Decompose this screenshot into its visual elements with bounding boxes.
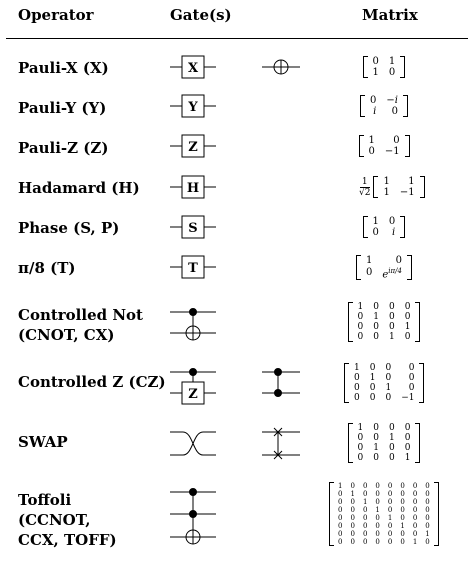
matrix-cell: 1: [375, 506, 380, 514]
matrix-0: [363, 56, 406, 78]
operator-label-cz: Controlled Z (CZ): [18, 373, 166, 391]
matrix-cell: 0: [338, 530, 343, 538]
matrix-cell: 1: [368, 135, 375, 146]
matrix-cell: 1: [388, 433, 395, 443]
matrix-cell: 0: [387, 522, 393, 530]
matrix-9: [329, 482, 439, 546]
matrix-cell: 0: [366, 267, 373, 279]
matrix-cell: 1: [357, 423, 364, 433]
matrix-cell: 1: [383, 187, 390, 198]
matrix-cell: 1: [369, 373, 376, 383]
matrix-cell: 0: [338, 498, 343, 506]
matrix-cell: 0: [373, 302, 379, 312]
operator-label-z: Pauli-Z (Z): [18, 139, 109, 157]
matrix-cell: 0: [338, 522, 343, 530]
matrix-cell: 0: [375, 498, 380, 506]
matrix-cell: 0: [395, 254, 402, 266]
matrix-cell: 0: [400, 490, 405, 498]
matrix-cell: 1: [350, 490, 355, 498]
matrix-cell: 1: [404, 322, 411, 332]
matrix-cell: 0: [385, 393, 392, 403]
matrix-cell: −1: [384, 146, 400, 157]
gate-t-label: T: [188, 261, 198, 276]
matrix-cell: 0: [357, 322, 364, 332]
matrix-cell: 0: [391, 106, 398, 117]
matrix-cell: 0: [373, 423, 379, 433]
matrix-cell: 0: [350, 482, 355, 490]
matrix-cell: 0: [350, 498, 355, 506]
matrix-cell: 0: [362, 482, 368, 490]
matrix-cell: 0: [387, 538, 393, 546]
matrix-cell: 1: [354, 363, 360, 373]
matrix-cell: 0: [370, 95, 377, 106]
matrix-cell: 0: [354, 383, 360, 393]
matrix-4: [363, 216, 406, 238]
matrix-cell: 0: [369, 393, 376, 403]
matrix-cell: 0: [357, 443, 364, 453]
matrix-cell: 0: [425, 506, 430, 514]
matrix-cell: 0: [388, 67, 396, 78]
matrix-cell: 0: [425, 538, 430, 546]
matrix-cell: 0: [400, 538, 405, 546]
gate-cnot: [170, 309, 216, 341]
matrix-cell: 1: [385, 383, 392, 393]
matrix-cell: 0: [362, 514, 368, 522]
matrix-cell: 0: [387, 482, 393, 490]
matrix-cell: 0: [425, 482, 430, 490]
matrix-cell: 0: [350, 522, 355, 530]
operator-label-h: Hadamard (H): [18, 179, 140, 197]
matrix-cell: 0: [425, 522, 430, 530]
matrix-cell: 0: [412, 514, 418, 522]
matrix-cell: 0: [400, 530, 405, 538]
matrix-cell: 0: [375, 530, 380, 538]
matrix-cell: 0: [354, 393, 360, 403]
matrix-cell: 0: [412, 530, 418, 538]
matrix-cell: 0: [387, 530, 393, 538]
operator-label-x: Pauli-X (X): [18, 59, 109, 77]
matrix-cell: 1: [372, 67, 379, 78]
matrix-cell: −1: [399, 187, 415, 198]
operator-label-s: Phase (S, P): [18, 219, 120, 237]
matrix-cell: 0: [385, 373, 392, 383]
matrix-cell: 0: [425, 514, 430, 522]
gate-s-label: S: [188, 221, 198, 236]
header-gates: Gate(s): [170, 6, 232, 24]
matrix-cell: 1: [388, 56, 396, 67]
matrix-cell: 1: [362, 498, 368, 506]
matrix-cell: 0: [373, 322, 379, 332]
matrix-cell: 1: [366, 254, 373, 266]
matrix-cell: 1: [357, 302, 364, 312]
matrix-cell: 0: [362, 506, 368, 514]
matrix-cell: 0: [388, 423, 395, 433]
matrix-cell: 0: [388, 453, 395, 463]
matrix-cell: i: [392, 227, 396, 238]
matrix-cell: 1: [383, 176, 390, 187]
matrix-cell: 0: [338, 506, 343, 514]
matrix-cell: 0: [425, 498, 430, 506]
matrix-cell: 0: [388, 302, 395, 312]
matrix-cell: 0: [388, 443, 395, 453]
header-matrix: Matrix: [362, 6, 418, 24]
matrix-cell: 0: [375, 538, 380, 546]
gate-toffoli: [170, 489, 216, 545]
matrix-cell: 0: [412, 490, 418, 498]
matrix-cell: 0: [362, 530, 368, 538]
matrix-3: [359, 176, 425, 198]
matrix-cell: 0: [387, 490, 393, 498]
matrix-cell: 0: [373, 332, 379, 342]
matrix-cell: 1: [388, 332, 395, 342]
header-operator: Operator: [18, 6, 94, 24]
operator-label-swap: SWAP: [18, 433, 68, 451]
gate-y-label: Y: [188, 100, 198, 115]
matrix-cell: 0: [338, 490, 343, 498]
matrix-cell: 0: [404, 443, 411, 453]
matrix-cell: 0: [408, 363, 415, 373]
matrix-cell: 0: [412, 498, 418, 506]
matrix-1: [360, 95, 408, 117]
matrix-cell: 0: [404, 302, 411, 312]
gate-swap-symbol: [262, 428, 300, 459]
matrix-5: [356, 255, 412, 280]
matrix-cell: 0: [425, 490, 430, 498]
matrix-cell: 0: [375, 490, 380, 498]
gate-z-label: Z: [188, 140, 198, 155]
matrix-cell: 0: [375, 482, 380, 490]
matrix-cell: 1: [387, 514, 393, 522]
matrix-cell: 0: [350, 514, 355, 522]
gate-x-alt: [262, 60, 300, 74]
matrix-cell: −i: [386, 95, 398, 106]
matrix-cell: 0: [400, 514, 405, 522]
matrix-cell: 1: [373, 312, 379, 322]
matrix-cell: 0: [393, 135, 400, 146]
matrix-cell: 0: [362, 522, 368, 530]
matrix-cell: $e^{i\pi/4}$: [382, 266, 402, 280]
matrix-cell: 0: [373, 433, 379, 443]
matrix-6: [348, 302, 421, 342]
matrix-cell: 0: [372, 227, 379, 238]
matrix-cell: 0: [400, 482, 405, 490]
matrix-cell: 0: [412, 522, 418, 530]
matrix-cell: 0: [385, 363, 392, 373]
matrix-cell: 0: [388, 312, 395, 322]
operator-label-t: π/8 (T): [18, 259, 76, 277]
matrix-cell: 0: [362, 490, 368, 498]
matrix-cell: 0: [400, 506, 405, 514]
matrix-8: [348, 423, 421, 463]
matrix-cell: 0: [357, 433, 364, 443]
matrix-cell: 0: [338, 538, 343, 546]
gate-cz-label: Z: [188, 387, 198, 402]
matrix-cell: 1: [373, 443, 379, 453]
gate-swap-cross: [170, 432, 216, 455]
matrix-prefactor: $\frac{1}{√2}$: [359, 176, 371, 198]
matrix-cell: 0: [362, 538, 368, 546]
matrix-cell: 0: [387, 506, 393, 514]
gate-x-label: X: [187, 61, 199, 76]
gate-h-label: H: [186, 181, 200, 196]
matrix-cell: 1: [338, 482, 343, 490]
matrix-cell: 0: [412, 482, 418, 490]
operator-label-y: Pauli-Y (Y): [18, 99, 107, 117]
matrix-cell: 0: [368, 146, 375, 157]
matrix-cell: 0: [369, 363, 376, 373]
matrix-cell: 0: [387, 498, 393, 506]
matrix-cell: 1: [412, 538, 418, 546]
matrix-cell: 0: [350, 506, 355, 514]
matrix-cell: 0: [400, 498, 405, 506]
matrix-cell: 0: [404, 423, 411, 433]
matrix-cell: 0: [404, 332, 411, 342]
matrix-cell: 0: [373, 453, 379, 463]
matrix-cell: 0: [357, 312, 364, 322]
matrix-cell: 1: [400, 522, 405, 530]
matrix-cell: 0: [375, 522, 380, 530]
matrix-2: [359, 135, 410, 157]
matrix-cell: 0: [404, 312, 411, 322]
operator-label-cnot: Controlled Not (CNOT, CX): [18, 306, 143, 344]
matrix-cell: i: [373, 106, 377, 117]
matrix-cell: 0: [388, 322, 395, 332]
matrix-cell: 0: [408, 373, 415, 383]
matrix-cell: 0: [375, 514, 380, 522]
matrix-cell: 1: [372, 216, 379, 227]
matrix-cell: 1: [425, 530, 430, 538]
matrix-cell: 0: [354, 373, 360, 383]
matrix-cell: 0: [350, 530, 355, 538]
matrix-cell: 0: [338, 514, 343, 522]
matrix-cell: 0: [388, 216, 396, 227]
matrix-cell: 0: [372, 56, 379, 67]
matrix-cell: 0: [369, 383, 376, 393]
matrix-cell: 1: [408, 176, 415, 187]
matrix-cell: 0: [350, 538, 355, 546]
matrix-cell: −1: [401, 393, 415, 403]
gate-cz-dots: [262, 369, 300, 397]
matrix-cell: 1: [404, 453, 411, 463]
matrix-7: [344, 363, 424, 403]
operator-label-toffoli: Toffoli (CCNOT, CCX, TOFF): [18, 491, 117, 549]
matrix-cell: 0: [408, 383, 415, 393]
matrix-cell: 0: [412, 506, 418, 514]
matrix-cell: 0: [404, 433, 411, 443]
matrix-cell: 0: [357, 453, 364, 463]
matrix-cell: 0: [357, 332, 364, 342]
